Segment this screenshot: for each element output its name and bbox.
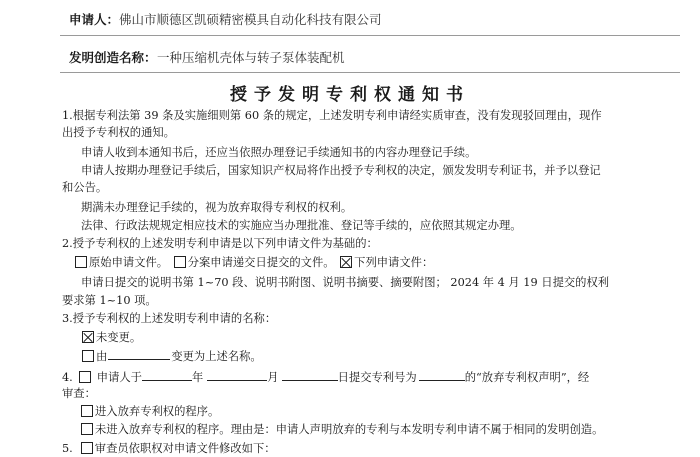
p5-number: 5.: [62, 442, 73, 455]
p2-options-row: [75, 255, 433, 271]
header-divider-top: [60, 35, 680, 36]
p1-line6: 期满未办理登记手续的，视为放弃取得专利权的权利。: [81, 201, 353, 214]
p3-option2-row: [82, 348, 262, 365]
invention-value: 一种压缩机壳体与转子泵体装配机: [157, 50, 345, 65]
p4-text-waiver-statement: 的“放弃专利权声明”，经: [464, 371, 590, 384]
blank-old-name: [108, 348, 170, 360]
option-waiver-entered: 进入放弃专利权的程序。: [95, 405, 220, 418]
notice-title: 授予发明专利权通知书: [230, 85, 470, 105]
checkbox-divisional-docs[interactable]: [174, 256, 186, 268]
option-original-docs: 原始申请文件。: [89, 256, 169, 269]
applicant-value: 佛山市顺德区凯硕精密模具自动化科技有限公司: [119, 12, 382, 27]
checkbox-waiver[interactable]: [79, 371, 91, 383]
option-divisional-docs: 分案申请递交日提交的文件。: [187, 256, 335, 269]
p4-text-applicant-on: 申请人于: [96, 371, 142, 384]
checkbox-name-changed[interactable]: [82, 350, 94, 362]
p1-line1: 1.根据专利法第 39 条及实施细则第 60 条的规定，上述发明专利申请经实质审查，没有发现驳回理由，现作: [62, 109, 602, 122]
p1-line3: 申请人收到本通知书后，还应当依照办理登记手续通知书的内容办理登记手续。: [81, 146, 477, 159]
option-name-changed-prefix: 由: [96, 350, 108, 363]
option-waiver-not-entered: 未进入放弃专利权的程序。理由是：申请人声明放弃的专利与本发明专利申请不属于相同的发明创造。: [95, 423, 604, 436]
checkbox-waiver-entered[interactable]: [81, 405, 93, 417]
checkbox-following-docs[interactable]: [340, 256, 352, 268]
option-following-docs: 下列申请文件：: [354, 256, 434, 269]
p1-line7: 法律、行政法规规定相应技术的实施应当办理批准、登记等手续的，应依照其规定办理。: [81, 219, 522, 232]
p2-detail-line2: 要求第 1~10 项。: [62, 294, 157, 307]
p5-text: 审查员依职权对申请文件修改如下：: [94, 442, 276, 455]
p1-line4: 申请人按期办理登记手续后，国家知识产权局将作出授予专利权的决定，颁发发明专利证书，并予以登记: [81, 164, 601, 177]
p2-detail-line1: 申请日提交的说明书第 1~70 段、说明书附图、说明书摘要、摘要附图； 2024 年 4 月 19 日提交的权利: [81, 276, 610, 289]
p1-line2: 出授予专利权的通知。: [62, 126, 175, 139]
checkbox-name-unchanged[interactable]: [82, 331, 94, 343]
header-divider-bottom: [60, 72, 680, 73]
invention-label: 发明创造名称：: [69, 50, 157, 65]
p4-option1-row: [81, 404, 219, 420]
p3-option1-row: [82, 330, 141, 346]
p1-line5: 和公告。: [62, 181, 108, 194]
option-name-changed-suffix: 变更为上述名称。: [171, 350, 262, 363]
checkbox-original-docs[interactable]: [75, 256, 87, 268]
p4-number: 4.: [62, 371, 73, 384]
p3-title: 3.授予专利权的上述发明专利申请的名称：: [62, 312, 277, 325]
blank-month: [207, 369, 267, 381]
blank-day: [282, 369, 338, 381]
p4-option2-row: [81, 422, 603, 438]
p4-row: [62, 369, 589, 386]
p2-title: 2.授予专利权的上述发明专利申请是以下列申请文件为基础的：: [62, 237, 378, 250]
checkbox-examiner-amendment[interactable]: [81, 442, 93, 454]
checkbox-waiver-not-entered[interactable]: [81, 423, 93, 435]
p4-text-year: 年: [191, 371, 204, 384]
blank-patent-number: [419, 369, 465, 381]
p5-row: [62, 441, 276, 457]
option-name-unchanged: 未变更。: [96, 331, 142, 344]
p4-text-month: 月: [267, 371, 279, 384]
p4-line2: 审查：: [62, 387, 96, 400]
applicant-label: 申请人：: [69, 12, 120, 27]
blank-year: [142, 369, 192, 381]
p4-text-patent-no: 日提交专利号为: [337, 371, 417, 384]
